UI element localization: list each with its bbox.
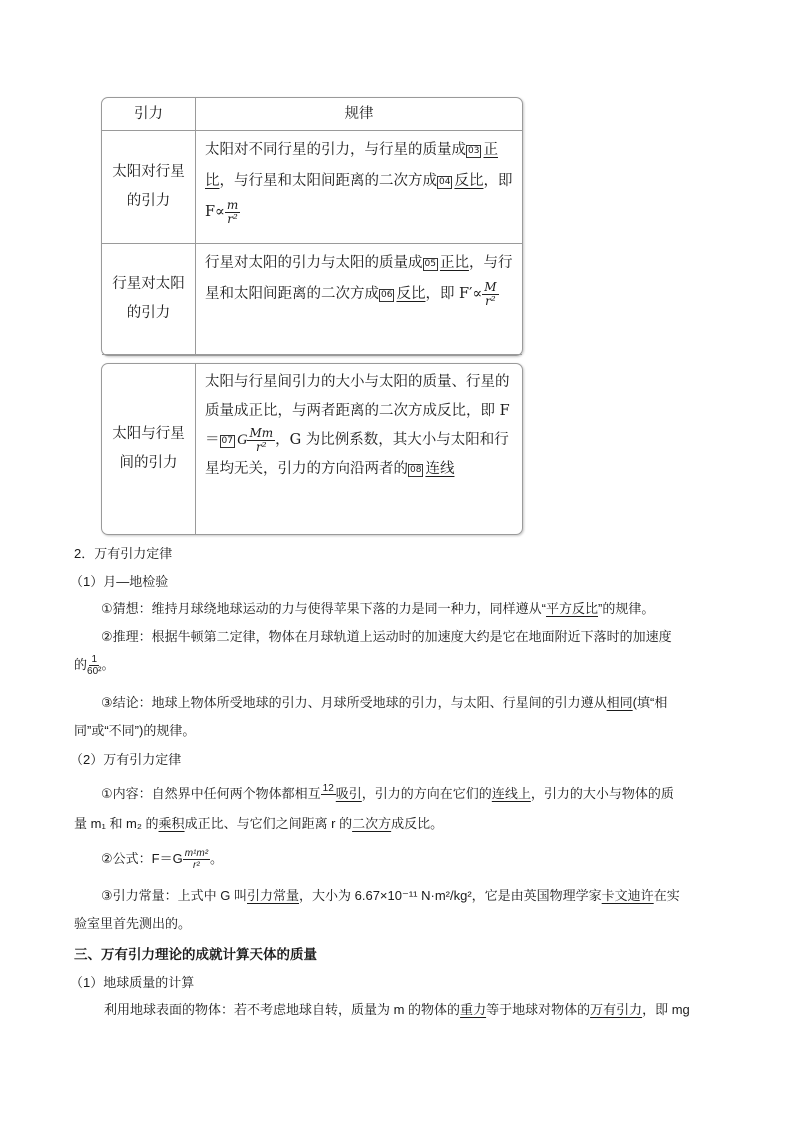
fraction: $\frac{\text{m¹m²}}{\text{r²}}$ bbox=[184, 848, 209, 871]
paragraph-continued: 的 $\frac{1}{\text{60²}}$ 。 bbox=[74, 654, 115, 677]
paragraph: ①猜想：维持月球绕地球运动的力与使得苹果下落的力是同一种力，同样遵从“平方反比”的规律。 bbox=[101, 601, 655, 616]
row-content: 太阳对不同行星的引力，与行星的质量成 03 正比，与行星和太阳间距离的二次方成 04 反比，即 F∝ $\frac{m}{\text{r²}}$ bbox=[205, 142, 513, 226]
paragraph: ①内容：自然界中任何两个物体都相互 12 吸引，引力的方向在它们的连线上，引力的大小与物体的质 bbox=[101, 784, 741, 805]
paragraph: 利用地球表面的物体：若不考虑地球自转，质量为 m 的物体的重力等于地球对物体的万有引力，即 mg bbox=[104, 1002, 690, 1017]
paragraph: ②推理：根据牛顿第二定律，物体在月球轨道上运动时的加速度大约是它在地面附近下落时的加速度 bbox=[101, 629, 672, 644]
section-title: 2．万有引力定律 bbox=[74, 546, 173, 561]
law-table-continued bbox=[101, 363, 523, 535]
formula-line: ②公式：F＝G $\frac{\text{m¹m²}}{\text{r²}}$ 。 bbox=[101, 848, 224, 871]
header-law: 规律 bbox=[344, 105, 374, 122]
answer: 反比 bbox=[396, 286, 426, 302]
section-title: 三、万有引力理论的成就计算天体的质量 bbox=[74, 947, 317, 962]
table-row bbox=[102, 364, 522, 534]
header-force: 引力 bbox=[102, 98, 196, 130]
fraction: $\frac{m}{\text{r²}}$ bbox=[226, 197, 239, 226]
blank-marker: 05 bbox=[424, 259, 436, 269]
fraction: $\frac{Mm}{\text{r²}}$ bbox=[249, 425, 274, 454]
answer: 连线 bbox=[425, 461, 455, 477]
paragraph-continued: 量 m₁ 和 m₂ 的乘积成正比、与它们之间距离 r 的二次方成反比。 bbox=[74, 816, 444, 831]
row-content: 行星对太阳的引力与太阳的质量成 05 正比，与行星和太阳间距离的二次方成 06 反比，即 F′∝ $\frac{M}{\text{r²}}$ bbox=[205, 255, 513, 308]
answer: 正比 bbox=[205, 142, 498, 189]
blank-marker: 08 bbox=[410, 465, 422, 475]
law-table bbox=[101, 97, 523, 356]
table-row bbox=[102, 130, 522, 243]
answer: 反比 bbox=[454, 173, 484, 189]
subsection-title: （2）万有引力定律 bbox=[70, 752, 182, 767]
blank-marker: 06 bbox=[381, 290, 393, 300]
table-row bbox=[102, 243, 522, 355]
paragraph-continued: 验室里首先测出的。 bbox=[74, 916, 192, 931]
answer: 正比 bbox=[439, 255, 469, 271]
row-content: 太阳与行星间引力的大小与太阳的质量、行星的质量成正比，与两者距离的二次方成反比，即 F＝ 07 G $\frac{Mm}{\text{r²}}$ ，G 为比例系数，其大小与太阳和行星均无关，引力的方向沿两者的 08 连线 bbox=[205, 374, 510, 477]
blank-marker: 12 bbox=[322, 783, 334, 794]
blank-marker: 04 bbox=[439, 177, 451, 187]
blank-marker: 07 bbox=[221, 436, 233, 446]
fraction: $\frac{M}{\text{r²}}$ bbox=[484, 279, 497, 308]
subsection-title: （1）地球质量的计算 bbox=[70, 975, 195, 990]
row-label: 太阳对行星 的引力 bbox=[102, 131, 196, 243]
blank-marker: 03 bbox=[468, 146, 480, 156]
row-label: 太阳与行星 间的引力 bbox=[102, 364, 196, 534]
subsection-title: （1）月—地检验 bbox=[70, 574, 169, 589]
paragraph-continued: 同”或“不同”)的规律。 bbox=[74, 723, 196, 738]
paragraph: ③引力常量：上式中 G 叫引力常量，大小为 6.67×10⁻¹¹ N·m²/kg²，它是由英国物理学家卡文迪许在实 bbox=[101, 888, 680, 903]
fraction: $\frac{1}{\text{60²}}$ bbox=[87, 654, 102, 677]
row-label: 行星对太阳 的引力 bbox=[102, 244, 196, 354]
table-header bbox=[102, 98, 522, 130]
paragraph: ③结论：地球上物体所受地球的引力、月球所受地球的引力，与太阳、行星间的引力遵从相同(填“相 bbox=[101, 695, 668, 710]
